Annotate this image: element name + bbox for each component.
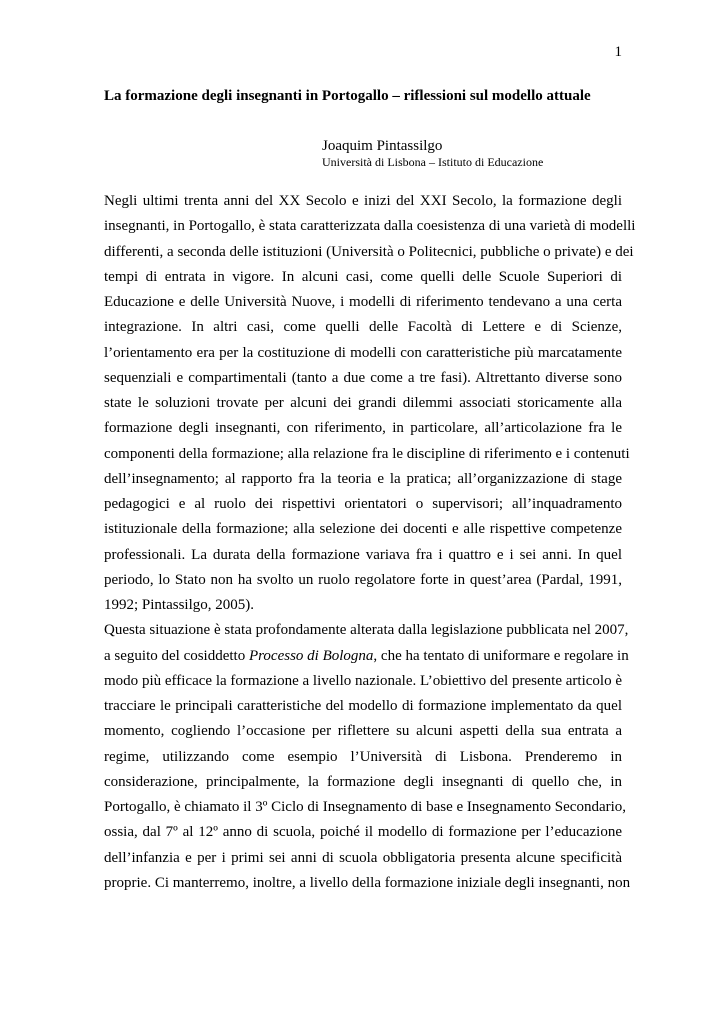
text-line: istituzionale della formazione; alla selezione dei docenti e alle rispettive competenze [104,521,622,538]
paragraph-2 [104,618,631,896]
text-line: dell’infanzia e per i primi sei anni di scuola obbligatoria presenta alcune specificità [104,849,622,866]
text-line: considerazione, principalmente, la formazione degli insegnanti di quello che, in [104,773,622,790]
text-line: Negli ultimi trenta anni del XX Secolo e inizi del XXI Secolo, la formazione degli [104,193,622,209]
text-line: formazione degli insegnanti, con riferimento, in particolare, all’articolazione fra le [104,420,622,437]
text-line: tempi di entrata in vigore. In alcuni casi, come quelli delle Scuole Superiori di [104,268,622,285]
text-line: periodo, lo Stato non ha svolto un ruolo regolatore forte in quest’area (Pardal, 1991, [104,571,622,588]
text-line: dell’insegnamento; al rapporto fra la teoria e la pratica; all’organizzazione di stage [104,470,622,487]
text-line: Educazione e delle Università Nuove, i modelli di riferimento tendevano a una certa [104,294,622,310]
italic-term: Processo di Bologna [248,647,374,664]
text-line: componenti della formazione; alla relazione fra le discipline di riferimento e i contenuti [104,445,630,462]
text-line: modo più efficace la formazione a livello nazionale. L’obiettivo del presente articolo è [104,672,622,689]
text-line: proprie. Ci manterremo, inoltre, a livello della formazione iniziale degli insegnanti, non [104,874,631,891]
body-text [104,189,636,896]
text-line: professionali. La durata della formazione variava fra i quattro e i sei anni. In quel [104,546,622,563]
text-fragment: a seguito del cosiddetto [104,647,249,664]
paragraph-1 [104,189,636,618]
document-title: La formazione degli insegnanti in Portogallo – riflessioni sul modello attuale [104,88,591,104]
text-line: state le soluzioni trovate per alcuni dei grandi dilemmi associati storicamente alla [104,395,622,411]
text-fragment: , che ha tentato di uniformare e regolare in [373,647,629,664]
author-name: Joaquim Pintassilgo [322,138,443,154]
text-line: l’orientamento era per la costituzione di modelli con caratteristiche più marcatamente [104,344,622,361]
text-line: Portogallo, è chiamato il 3º Ciclo di Insegnamento di base e Insegnamento Secondario, [104,799,627,815]
page-number: 1 [614,44,622,60]
text-line: momento, cogliendo l’occasione per riflettere su alcuni aspetti della sua entrata a [104,723,622,740]
text-line: ossia, dal 7º al 12º anno di scuola, poiché il modello di formazione per l’educazione [104,824,622,841]
text-line: regime, utilizzando come esempio l’Università di Lisbona. Prenderemo in [104,748,622,765]
text-line: Questa situazione è stata profondamente alterata dalla legislazione pubblicata nel 2007, [104,622,629,639]
text-line: tracciare le principali caratteristiche del modello di formazione implementato da quel [104,698,622,714]
text-line: differenti, a seconda delle istituzioni (Università o Politecnici, pubbliche o private) e dei [104,243,634,260]
text-line: sequenziali e compartimentali (tanto a due come a tre fasi). Altrettanto diverse sono [104,369,622,386]
text-line [104,644,629,669]
text-line: insegnanti, in Portogallo, è stata caratterizzata dalla coesistenza di una varietà di modelli [104,218,636,235]
author-affiliation: Università di Lisbona – Istituto di Educazione [322,155,544,169]
text-line: integrazione. In altri casi, come quelli delle Facoltà di Lettere e di Scienze, [104,319,622,336]
author-block [322,137,543,170]
text-line: pedagogici e al ruolo dei rispettivi orientatori o supervisori; all’inquadramento [104,496,622,512]
text-line: 1992; Pintassilgo, 2005). [104,597,255,613]
